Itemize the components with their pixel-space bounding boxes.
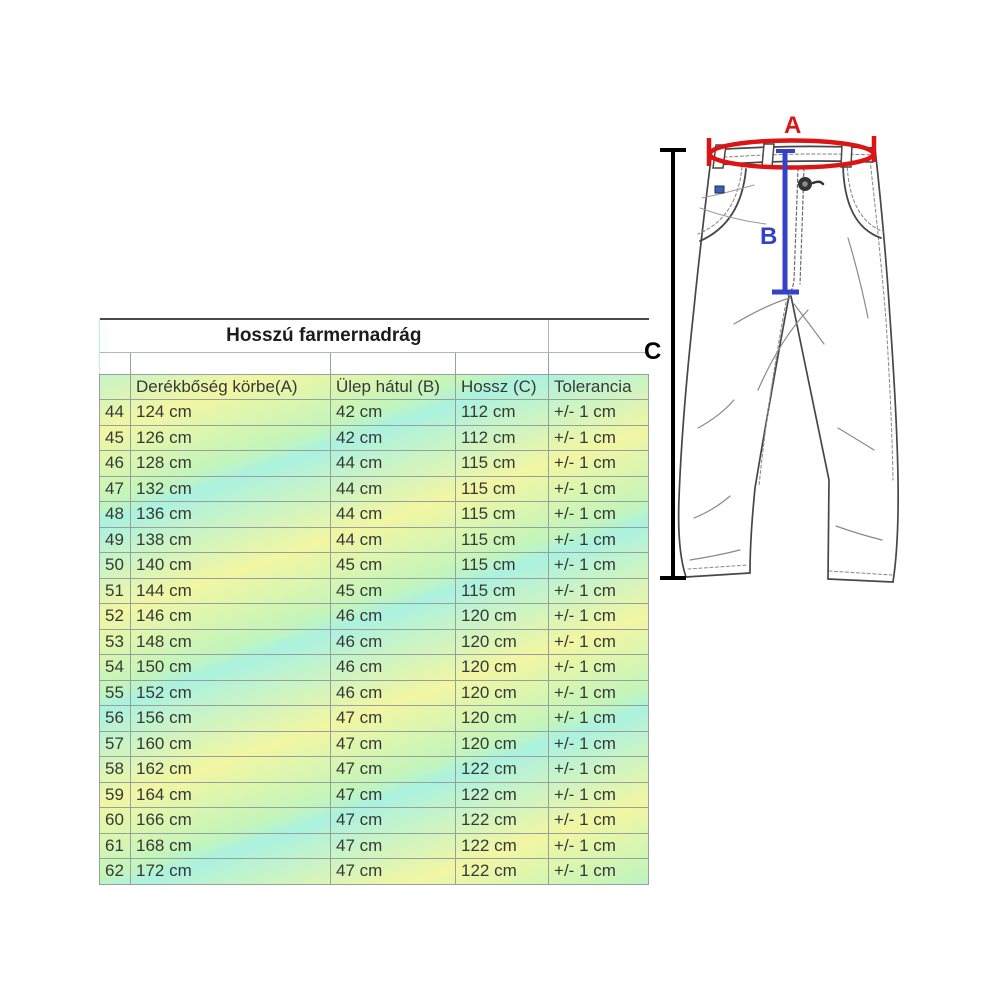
waist-cell: 138 cm — [131, 527, 331, 553]
tolerance-cell: +/- 1 cm — [549, 400, 649, 426]
table-title: Hosszú farmernadrág — [100, 319, 549, 353]
tolerance-cell: +/- 1 cm — [549, 859, 649, 885]
length-cell: 122 cm — [456, 808, 549, 834]
size-cell: 51 — [100, 578, 131, 604]
seat-cell: 47 cm — [331, 782, 456, 808]
length-cell: 112 cm — [456, 400, 549, 426]
seat-measure-b — [772, 151, 799, 292]
table-row — [100, 782, 649, 808]
length-cell: 120 cm — [456, 731, 549, 757]
table-row — [100, 706, 649, 732]
header-waist: Derékbőség körbe(A) — [131, 375, 331, 400]
tolerance-cell: +/- 1 cm — [549, 655, 649, 681]
tolerance-cell: +/- 1 cm — [549, 502, 649, 528]
length-cell: 120 cm — [456, 706, 549, 732]
table-row — [100, 680, 649, 706]
table-row — [100, 629, 649, 655]
seat-cell: 44 cm — [331, 527, 456, 553]
tolerance-cell: +/- 1 cm — [549, 680, 649, 706]
length-cell: 120 cm — [456, 604, 549, 630]
left-pocket — [700, 169, 746, 241]
size-cell: 45 — [100, 425, 131, 451]
tolerance-cell: +/- 1 cm — [549, 604, 649, 630]
length-cell: 112 cm — [456, 425, 549, 451]
right-pocket — [843, 164, 881, 238]
table-row — [100, 731, 649, 757]
seat-cell: 46 cm — [331, 604, 456, 630]
brand-tag — [715, 186, 724, 193]
left-hem — [686, 573, 750, 577]
waist-cell: 164 cm — [131, 782, 331, 808]
waist-cell: 132 cm — [131, 476, 331, 502]
size-cell: 60 — [100, 808, 131, 834]
size-cell: 62 — [100, 859, 131, 885]
jeans-sketch — [679, 144, 899, 582]
header-length: Hossz (C) — [456, 375, 549, 400]
length-cell: 122 cm — [456, 859, 549, 885]
seat-cell: 47 cm — [331, 808, 456, 834]
length-cell: 115 cm — [456, 553, 549, 579]
waist-cell: 160 cm — [131, 731, 331, 757]
length-cell: 122 cm — [456, 833, 549, 859]
table-row — [100, 655, 649, 681]
size-cell: 56 — [100, 706, 131, 732]
label-a: A — [784, 112, 802, 139]
jeans-measurement-diagram — [638, 98, 972, 598]
table-row — [100, 451, 649, 477]
seat-cell: 46 cm — [331, 655, 456, 681]
seat-cell: 42 cm — [331, 400, 456, 426]
header-tolerance: Tolerancia — [549, 375, 649, 400]
tolerance-cell: +/- 1 cm — [549, 757, 649, 783]
table-row — [100, 476, 649, 502]
right-outer-seam — [875, 148, 898, 582]
table-row — [100, 757, 649, 783]
waist-cell: 148 cm — [131, 629, 331, 655]
size-table-body — [100, 400, 649, 885]
waist-cell: 126 cm — [131, 425, 331, 451]
title-row-empty-cell — [549, 319, 649, 353]
table-title-row — [100, 319, 649, 353]
tolerance-cell: +/- 1 cm — [549, 731, 649, 757]
table-row — [100, 808, 649, 834]
table-header-row — [100, 375, 649, 400]
length-cell: 115 cm — [456, 527, 549, 553]
length-cell: 120 cm — [456, 655, 549, 681]
waist-cell: 128 cm — [131, 451, 331, 477]
seat-cell: 45 cm — [331, 578, 456, 604]
waist-cell: 172 cm — [131, 859, 331, 885]
label-b: B — [760, 223, 778, 250]
table-row — [100, 553, 649, 579]
size-cell: 52 — [100, 604, 131, 630]
left-inner-seam — [750, 296, 789, 573]
tolerance-cell: +/- 1 cm — [549, 425, 649, 451]
size-cell: 58 — [100, 757, 131, 783]
table-row — [100, 578, 649, 604]
tolerance-cell: +/- 1 cm — [549, 451, 649, 477]
waist-cell: 136 cm — [131, 502, 331, 528]
tolerance-cell: +/- 1 cm — [549, 782, 649, 808]
left-outer-seam — [679, 150, 712, 577]
table-row — [100, 400, 649, 426]
waist-cell: 168 cm — [131, 833, 331, 859]
seat-cell: 45 cm — [331, 553, 456, 579]
seat-cell: 46 cm — [331, 629, 456, 655]
seat-cell: 47 cm — [331, 859, 456, 885]
seat-cell: 44 cm — [331, 451, 456, 477]
right-hem — [828, 579, 893, 582]
waist-button — [798, 177, 823, 191]
waist-cell: 146 cm — [131, 604, 331, 630]
waist-cell: 162 cm — [131, 757, 331, 783]
seat-cell: 46 cm — [331, 680, 456, 706]
size-cell: 59 — [100, 782, 131, 808]
table-row — [100, 425, 649, 451]
waist-cell: 150 cm — [131, 655, 331, 681]
table-row — [100, 502, 649, 528]
label-c: C — [644, 338, 662, 365]
waist-cell: 140 cm — [131, 553, 331, 579]
length-cell: 115 cm — [456, 502, 549, 528]
size-cell: 53 — [100, 629, 131, 655]
seat-cell: 44 cm — [331, 502, 456, 528]
seat-cell: 42 cm — [331, 425, 456, 451]
waist-cell: 124 cm — [131, 400, 331, 426]
size-cell: 61 — [100, 833, 131, 859]
length-cell: 122 cm — [456, 757, 549, 783]
size-cell: 55 — [100, 680, 131, 706]
size-cell: 47 — [100, 476, 131, 502]
waist-cell: 144 cm — [131, 578, 331, 604]
right-inner-seam — [791, 296, 829, 579]
tolerance-cell: +/- 1 cm — [549, 527, 649, 553]
tolerance-cell: +/- 1 cm — [549, 553, 649, 579]
waist-cell: 166 cm — [131, 808, 331, 834]
length-cell: 115 cm — [456, 451, 549, 477]
table-row — [100, 859, 649, 885]
table-row — [100, 604, 649, 630]
size-cell: 54 — [100, 655, 131, 681]
length-cell: 122 cm — [456, 782, 549, 808]
tolerance-cell: +/- 1 cm — [549, 578, 649, 604]
tolerance-cell: +/- 1 cm — [549, 808, 649, 834]
size-cell: 57 — [100, 731, 131, 757]
tolerance-cell: +/- 1 cm — [549, 629, 649, 655]
length-cell: 115 cm — [456, 476, 549, 502]
seat-cell: 47 cm — [331, 731, 456, 757]
length-cell: 120 cm — [456, 629, 549, 655]
header-size — [100, 375, 131, 400]
size-cell: 50 — [100, 553, 131, 579]
header-seat: Ülep hátul (B) — [331, 375, 456, 400]
tolerance-cell: +/- 1 cm — [549, 833, 649, 859]
size-cell: 48 — [100, 502, 131, 528]
seat-cell: 44 cm — [331, 476, 456, 502]
table-spacer-row — [100, 353, 649, 375]
size-cell: 46 — [100, 451, 131, 477]
size-chart-table — [99, 318, 649, 885]
waist-cell: 156 cm — [131, 706, 331, 732]
seat-cell: 47 cm — [331, 757, 456, 783]
seat-cell: 47 cm — [331, 706, 456, 732]
table-row — [100, 833, 649, 859]
seat-cell: 47 cm — [331, 833, 456, 859]
length-measure-c — [660, 150, 686, 578]
tolerance-cell: +/- 1 cm — [549, 706, 649, 732]
tolerance-cell: +/- 1 cm — [549, 476, 649, 502]
length-cell: 115 cm — [456, 578, 549, 604]
table-row — [100, 527, 649, 553]
size-cell: 44 — [100, 400, 131, 426]
waist-cell: 152 cm — [131, 680, 331, 706]
length-cell: 120 cm — [456, 680, 549, 706]
size-cell: 49 — [100, 527, 131, 553]
